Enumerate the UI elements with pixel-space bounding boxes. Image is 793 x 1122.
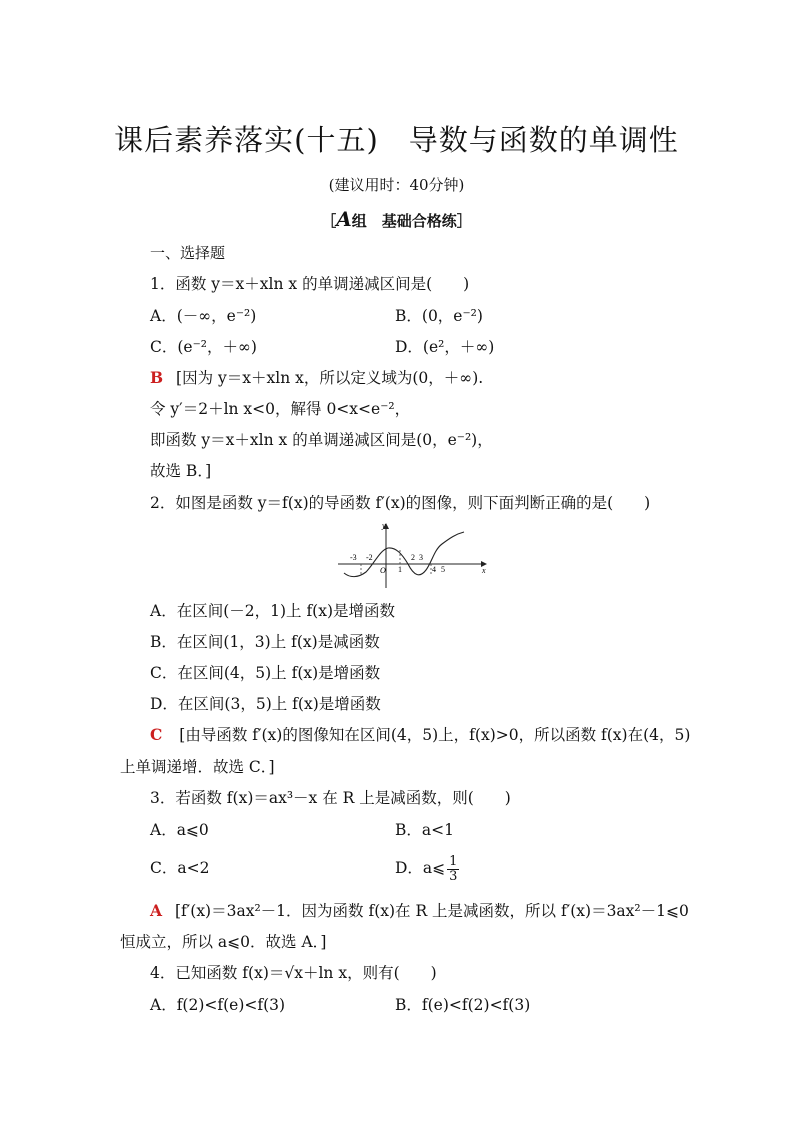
tick-label-minus-3: -3	[350, 553, 357, 562]
q4-stem: 4．已知函数 f(x)＝√x＋ln x，则有( )	[150, 964, 437, 982]
q3-explanation-text: [f′(x)＝3ax²－1．因为函数 f(x)在 R 上是减函数，所以 f′(x)＝3ax²－1⩽0	[174, 902, 689, 920]
q3-option-b: B．a<1	[395, 821, 454, 839]
tick-label-minus-2: -2	[366, 553, 373, 562]
group-name: 组 基础合格练	[351, 212, 457, 230]
q3-answer: A	[150, 901, 163, 920]
section-heading: 一、选择题	[150, 244, 226, 262]
y-axis-label: y	[382, 521, 386, 530]
q4-option-a: A．f(2)<f(e)<f(3)	[150, 996, 286, 1014]
q2-option-b: B．在区间(1，3)上 f(x)是减函数	[150, 633, 380, 651]
q3-explanation-1	[150, 901, 689, 921]
q2-option-a: A．在区间(－2，1)上 f(x)是增函数	[150, 602, 396, 620]
group-bracket-open: ［	[321, 212, 337, 230]
fraction-numerator: 1	[449, 853, 458, 869]
q3-explanation-2: 恒成立，所以 a⩽0．故选 A．]	[120, 933, 327, 951]
q1-explanation-2: 令 y′＝2＋ln x<0，解得 0<x<e⁻²，	[150, 400, 411, 418]
q2-explanation-text: [由导函数 f′(x)的图像知在区间(4，5)上，f(x)>0，所以函数 f(x)在(4，5)	[179, 726, 691, 744]
q2-explanation-2: 上单调递增．故选 C．]	[120, 758, 275, 776]
q1-explanation-4: 故选 B．]	[150, 462, 212, 480]
group-bracket-close: ］	[456, 212, 472, 230]
fraction-denominator: 3	[449, 868, 458, 884]
origin-label: O	[380, 566, 386, 575]
q2-option-c: C．在区间(4，5)上 f(x)是增函数	[150, 664, 381, 682]
q1-option-c: C．(e⁻²，＋∞)	[150, 338, 257, 356]
tick-label-1: 1	[398, 565, 402, 574]
q1-explanation-3: 即函数 y＝x＋xln x 的单调递减区间是(0，e⁻²)，	[150, 431, 493, 449]
q1-option-d: D．(e²，＋∞)	[395, 338, 495, 356]
q2-option-d: D．在区间(3，5)上 f(x)是增函数	[150, 695, 381, 713]
derivative-curve	[344, 532, 464, 577]
q1-explanation-1	[150, 368, 483, 388]
page-title: 课后素养落实(十五) 导数与函数的单调性	[114, 123, 679, 157]
q1-option-b: B．(0，e⁻²)	[395, 307, 483, 325]
q3-option-d-fraction	[447, 855, 459, 884]
tick-label-3: 3	[419, 553, 423, 562]
q4-option-b: B．f(e)<f(2)<f(3)	[395, 996, 531, 1014]
group-letter: A	[336, 207, 352, 231]
derivative-graph	[336, 520, 488, 592]
group-heading	[0, 207, 793, 231]
q2-answer: C	[150, 725, 163, 744]
q1-answer: B	[150, 368, 164, 387]
tick-label-4: 4	[432, 565, 436, 574]
q3-option-d-text: D．a⩽	[395, 859, 446, 877]
q3-option-c: C．a<2	[150, 859, 210, 877]
q3-option-d	[395, 850, 459, 886]
q3-option-a: A．a⩽0	[150, 821, 209, 839]
q2-stem: 2．如图是函数 y＝f(x)的导函数 f′(x)的图像，则下面判断正确的是( )	[150, 494, 651, 512]
x-axis-label: x	[482, 566, 486, 575]
q3-stem: 3．若函数 f(x)＝ax³－x 在 R 上是减函数，则( )	[150, 789, 511, 807]
time-note: (建议用时：40分钟)	[328, 176, 465, 194]
q1-option-a: A．(－∞，e⁻²)	[150, 307, 257, 325]
q1-explanation-text: [因为 y＝x＋xln x，所以定义域为(0，＋∞).	[176, 369, 484, 387]
q1-stem: 1．函数 y＝x＋xln x 的单调递减区间是( )	[150, 275, 470, 293]
tick-label-2: 2	[411, 553, 415, 562]
q2-explanation-1	[150, 725, 690, 745]
tick-label-5: 5	[441, 565, 445, 574]
